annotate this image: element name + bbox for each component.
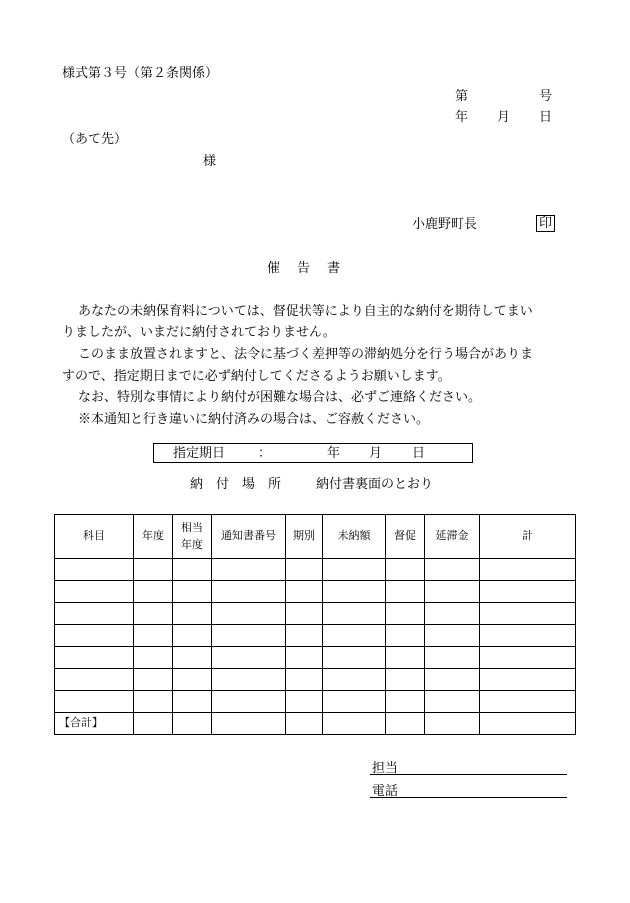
table-cell <box>134 559 173 581</box>
table-cell <box>286 713 323 735</box>
date-day: 日 <box>539 110 553 125</box>
table-cell <box>286 559 323 581</box>
table-cell <box>212 625 286 647</box>
table-cell <box>425 603 480 625</box>
table-cell <box>480 625 576 647</box>
date-year: 年 <box>455 110 469 125</box>
table-cell <box>55 691 134 713</box>
due-date-day: 日 <box>412 446 426 461</box>
table-cell <box>386 713 425 735</box>
table-cell <box>134 691 173 713</box>
table-cell <box>212 603 286 625</box>
table-cell <box>425 581 480 603</box>
table-cell <box>323 559 386 581</box>
table-cell <box>425 713 480 735</box>
issuer: 小鹿野町長 <box>412 217 478 232</box>
table-cell <box>323 669 386 691</box>
table-cell <box>386 647 425 669</box>
table-cell <box>480 669 576 691</box>
table-cell <box>212 691 286 713</box>
table-row <box>55 669 576 691</box>
total-label: 【合計】 <box>55 713 134 735</box>
table-cell <box>386 669 425 691</box>
table-cell <box>323 603 386 625</box>
due-date-year: 年 <box>327 446 341 461</box>
table-cell <box>55 603 134 625</box>
body-line-2: りましたが、いまだに納付されておりません。 <box>62 325 336 340</box>
table-cell <box>480 581 576 603</box>
table-cell <box>480 559 576 581</box>
table-cell <box>173 581 212 603</box>
table-cell <box>173 713 212 735</box>
table-cell <box>286 603 323 625</box>
body-line-4: すので、指定期日までに必ず納付してくださるようお願いします。 <box>62 369 451 384</box>
payment-place-label: 納 付 場 所 <box>190 477 282 492</box>
col-header-fiscal-year: 年度 <box>134 515 173 559</box>
table-cell <box>55 669 134 691</box>
table-cell <box>134 581 173 603</box>
table-cell <box>425 559 480 581</box>
table-cell <box>173 647 212 669</box>
table-cell <box>55 559 134 581</box>
body-line-5: なお、特別な事情により納付が困難な場合は、必ずご連絡ください。 <box>78 390 482 405</box>
table-cell <box>134 603 173 625</box>
table-cell <box>386 625 425 647</box>
col-header-reminder: 督促 <box>386 515 425 559</box>
table-cell <box>173 625 212 647</box>
table-cell <box>323 713 386 735</box>
number-prefix: 第 <box>455 89 469 104</box>
table-row <box>55 603 576 625</box>
col-header-subject: 科目 <box>55 515 134 559</box>
body-line-1: あなたの未納保育料については、督促状等により自主的な納付を期待してまい <box>78 304 533 319</box>
table-cell <box>323 691 386 713</box>
table-cell <box>173 559 212 581</box>
date-month: 月 <box>497 110 511 125</box>
form-id: 様式第３号（第２条関係） <box>62 66 219 81</box>
table-cell <box>323 625 386 647</box>
seal-mark: 印 <box>536 215 555 232</box>
table-cell <box>480 647 576 669</box>
table-cell <box>134 647 173 669</box>
table-cell <box>173 691 212 713</box>
table-cell <box>134 669 173 691</box>
table-cell <box>134 625 173 647</box>
table-cell <box>212 647 286 669</box>
table-cell <box>55 625 134 647</box>
table-header-row <box>55 515 576 559</box>
table-cell <box>134 713 173 735</box>
body-line-3: このまま放置されますと、法令に基づく差押等の滞納処分を行う場合がありま <box>78 347 534 362</box>
denwa-label: 電話 <box>372 784 399 799</box>
table-row <box>55 581 576 603</box>
table-cell <box>425 625 480 647</box>
table-cell <box>212 581 286 603</box>
table-row <box>55 559 576 581</box>
tanto-field <box>370 774 567 775</box>
table-row <box>55 625 576 647</box>
table-cell <box>323 581 386 603</box>
table-cell <box>386 559 425 581</box>
table-cell <box>212 713 286 735</box>
table-cell <box>386 603 425 625</box>
table-cell <box>425 691 480 713</box>
payment-place-value: 納付書裏面のとおり <box>316 477 434 492</box>
table-cell <box>480 603 576 625</box>
table-cell <box>212 669 286 691</box>
col-header-period: 期別 <box>286 515 323 559</box>
due-date-colon: ： <box>258 446 272 461</box>
document-title: 催 告 書 <box>267 261 343 276</box>
table-cell <box>286 581 323 603</box>
table-cell <box>386 581 425 603</box>
table-cell <box>55 647 134 669</box>
fee-table <box>54 514 576 735</box>
table-cell <box>286 691 323 713</box>
number-suffix: 号 <box>539 89 553 104</box>
table-row <box>55 647 576 669</box>
table-cell <box>480 691 576 713</box>
table-cell <box>286 647 323 669</box>
table-row-total <box>55 713 576 735</box>
table-row <box>55 691 576 713</box>
col-header-total: 計 <box>480 515 576 559</box>
table-cell <box>173 669 212 691</box>
denwa-field <box>370 797 567 798</box>
table-cell <box>55 581 134 603</box>
table-cell <box>173 603 212 625</box>
col-header-late-fee: 延滞金 <box>425 515 480 559</box>
tanto-label: 担当 <box>372 761 399 776</box>
addressee-label: （あて先） <box>62 132 128 147</box>
due-date-label: 指定期日 <box>173 446 226 461</box>
table-cell <box>286 625 323 647</box>
addressee-honorific: 様 <box>203 154 217 169</box>
col-header-unpaid-amount: 未納額 <box>323 515 386 559</box>
due-date-month: 月 <box>369 446 383 461</box>
body-line-6: ※本通知と行き違いに納付済みの場合は、ご容赦ください。 <box>78 412 430 427</box>
table-cell <box>286 669 323 691</box>
table-cell <box>425 669 480 691</box>
col-header-notice-number: 通知書番号 <box>212 515 286 559</box>
table-cell <box>212 559 286 581</box>
table-cell <box>425 647 480 669</box>
table-cell <box>480 713 576 735</box>
table-cell <box>386 691 425 713</box>
col-header-applicable-year: 相当年度 <box>173 515 212 559</box>
table-cell <box>323 647 386 669</box>
